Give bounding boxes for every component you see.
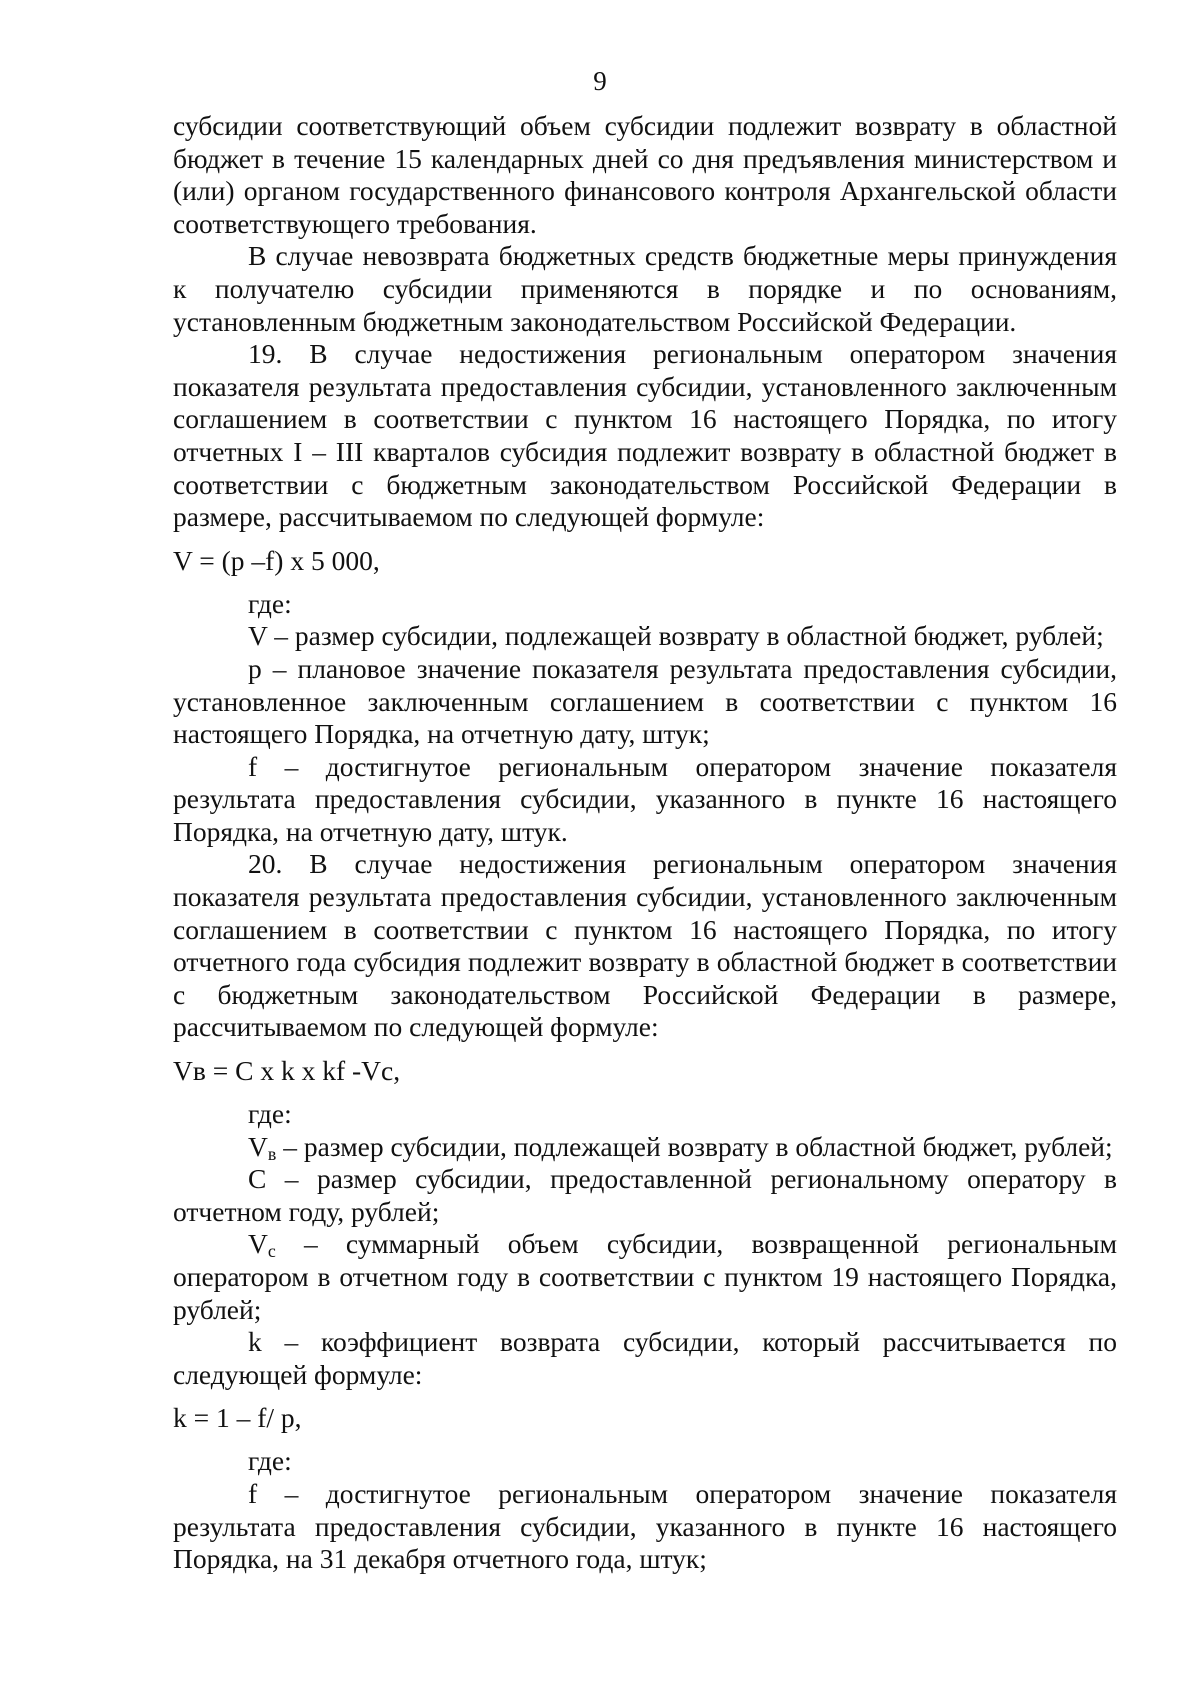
definition-text: – суммарный объем субсидии, возвращенной региональным оператором в отчетном году в соответствии с пунктом 19 настоящего Порядка, рублей;	[173, 1228, 1117, 1325]
definition-text: – размер субсидии, подлежащей возврату в областной бюджет, рублей;	[276, 1130, 1113, 1162]
definition-v: V – размер субсидии, подлежащей возврату в областной бюджет, рублей;	[248, 620, 1104, 652]
definition-f-year: f – достигнутое региональным оператором значение показателя результата предоставления субсидии, указанного в пункте 16 настоящего Порядка, на 31 декабря отчетного года, штук;	[173, 1477, 1117, 1575]
document-body	[173, 110, 1117, 1576]
paragraph-subsidy-return: субсидии соответствующий объем субсидии подлежит возврату в областной бюджет в течение 15 календарных дней со дня предъявления министерством и (или) органом государственного финансового контроля Архангельской области соответствующего требования.	[173, 110, 1117, 239]
paragraph-item-19: 19. В случае недостижения региональным оператором значения показателя результата предоставления субсидии, установленного заключенным соглашением в соответствии с пунктом 16 настоящего Порядка, по итогу отчетных I – III кварталов субсидия подлежит возврату в областной бюджет в соответствии с бюджетным законодательством Российской Федерации в размере, рассчитываемом по следующей формуле:	[173, 338, 1117, 533]
formula-v: V = (p –f) x 5 000,	[173, 544, 380, 576]
symbol: V	[248, 1130, 268, 1162]
formula-vv: Vв = C x k x kf -Vc,	[173, 1055, 401, 1087]
page-number: 9	[593, 66, 607, 96]
symbol: V	[248, 1228, 268, 1260]
definition-vv	[173, 1131, 1117, 1164]
where-label: где:	[248, 1445, 292, 1477]
where-label: где:	[248, 1098, 292, 1130]
definition-p: p – плановое значение показателя результата предоставления субсидии, установленное заключенным соглашением в соответствии с пунктом 16 настоящего Порядка, на отчетную дату, штук;	[173, 652, 1117, 750]
paragraph-budget-enforcement: В случае невозврата бюджетных средств бюджетные меры принуждения к получателю субсидии применяются в порядке и по основаниям, установленным бюджетным законодательством Российской Федерации.	[173, 240, 1117, 337]
definition-f: f – достигнутое региональным оператором значение показателя результата предоставления субсидии, указанного в пункте 16 настоящего Порядка, на отчетную дату, штук.	[173, 750, 1117, 847]
paragraph-item-20: 20. В случае недостижения региональным оператором значения показателя результата предоставления субсидии, установленного заключенным соглашением в соответствии с пунктом 16 настоящего Порядка, по итогу отчетного года субсидия подлежит возврату в областной бюджет в соответствии с бюджетным законодательством Российской Федерации в размере, рассчитываемом по следующей формуле:	[173, 848, 1117, 1043]
subscript: c	[267, 1241, 276, 1262]
where-label: где:	[248, 587, 292, 619]
definition-k: k – коэффициент возврата субсидии, который рассчитывается по следующей формуле:	[173, 1326, 1117, 1390]
definition-c: C – размер субсидии, предоставленной региональному оператору в отчетном году, рублей;	[173, 1163, 1117, 1227]
definition-vc	[173, 1228, 1117, 1326]
formula-k: k = 1 – f/ p,	[173, 1402, 302, 1434]
subscript: в	[267, 1143, 277, 1164]
